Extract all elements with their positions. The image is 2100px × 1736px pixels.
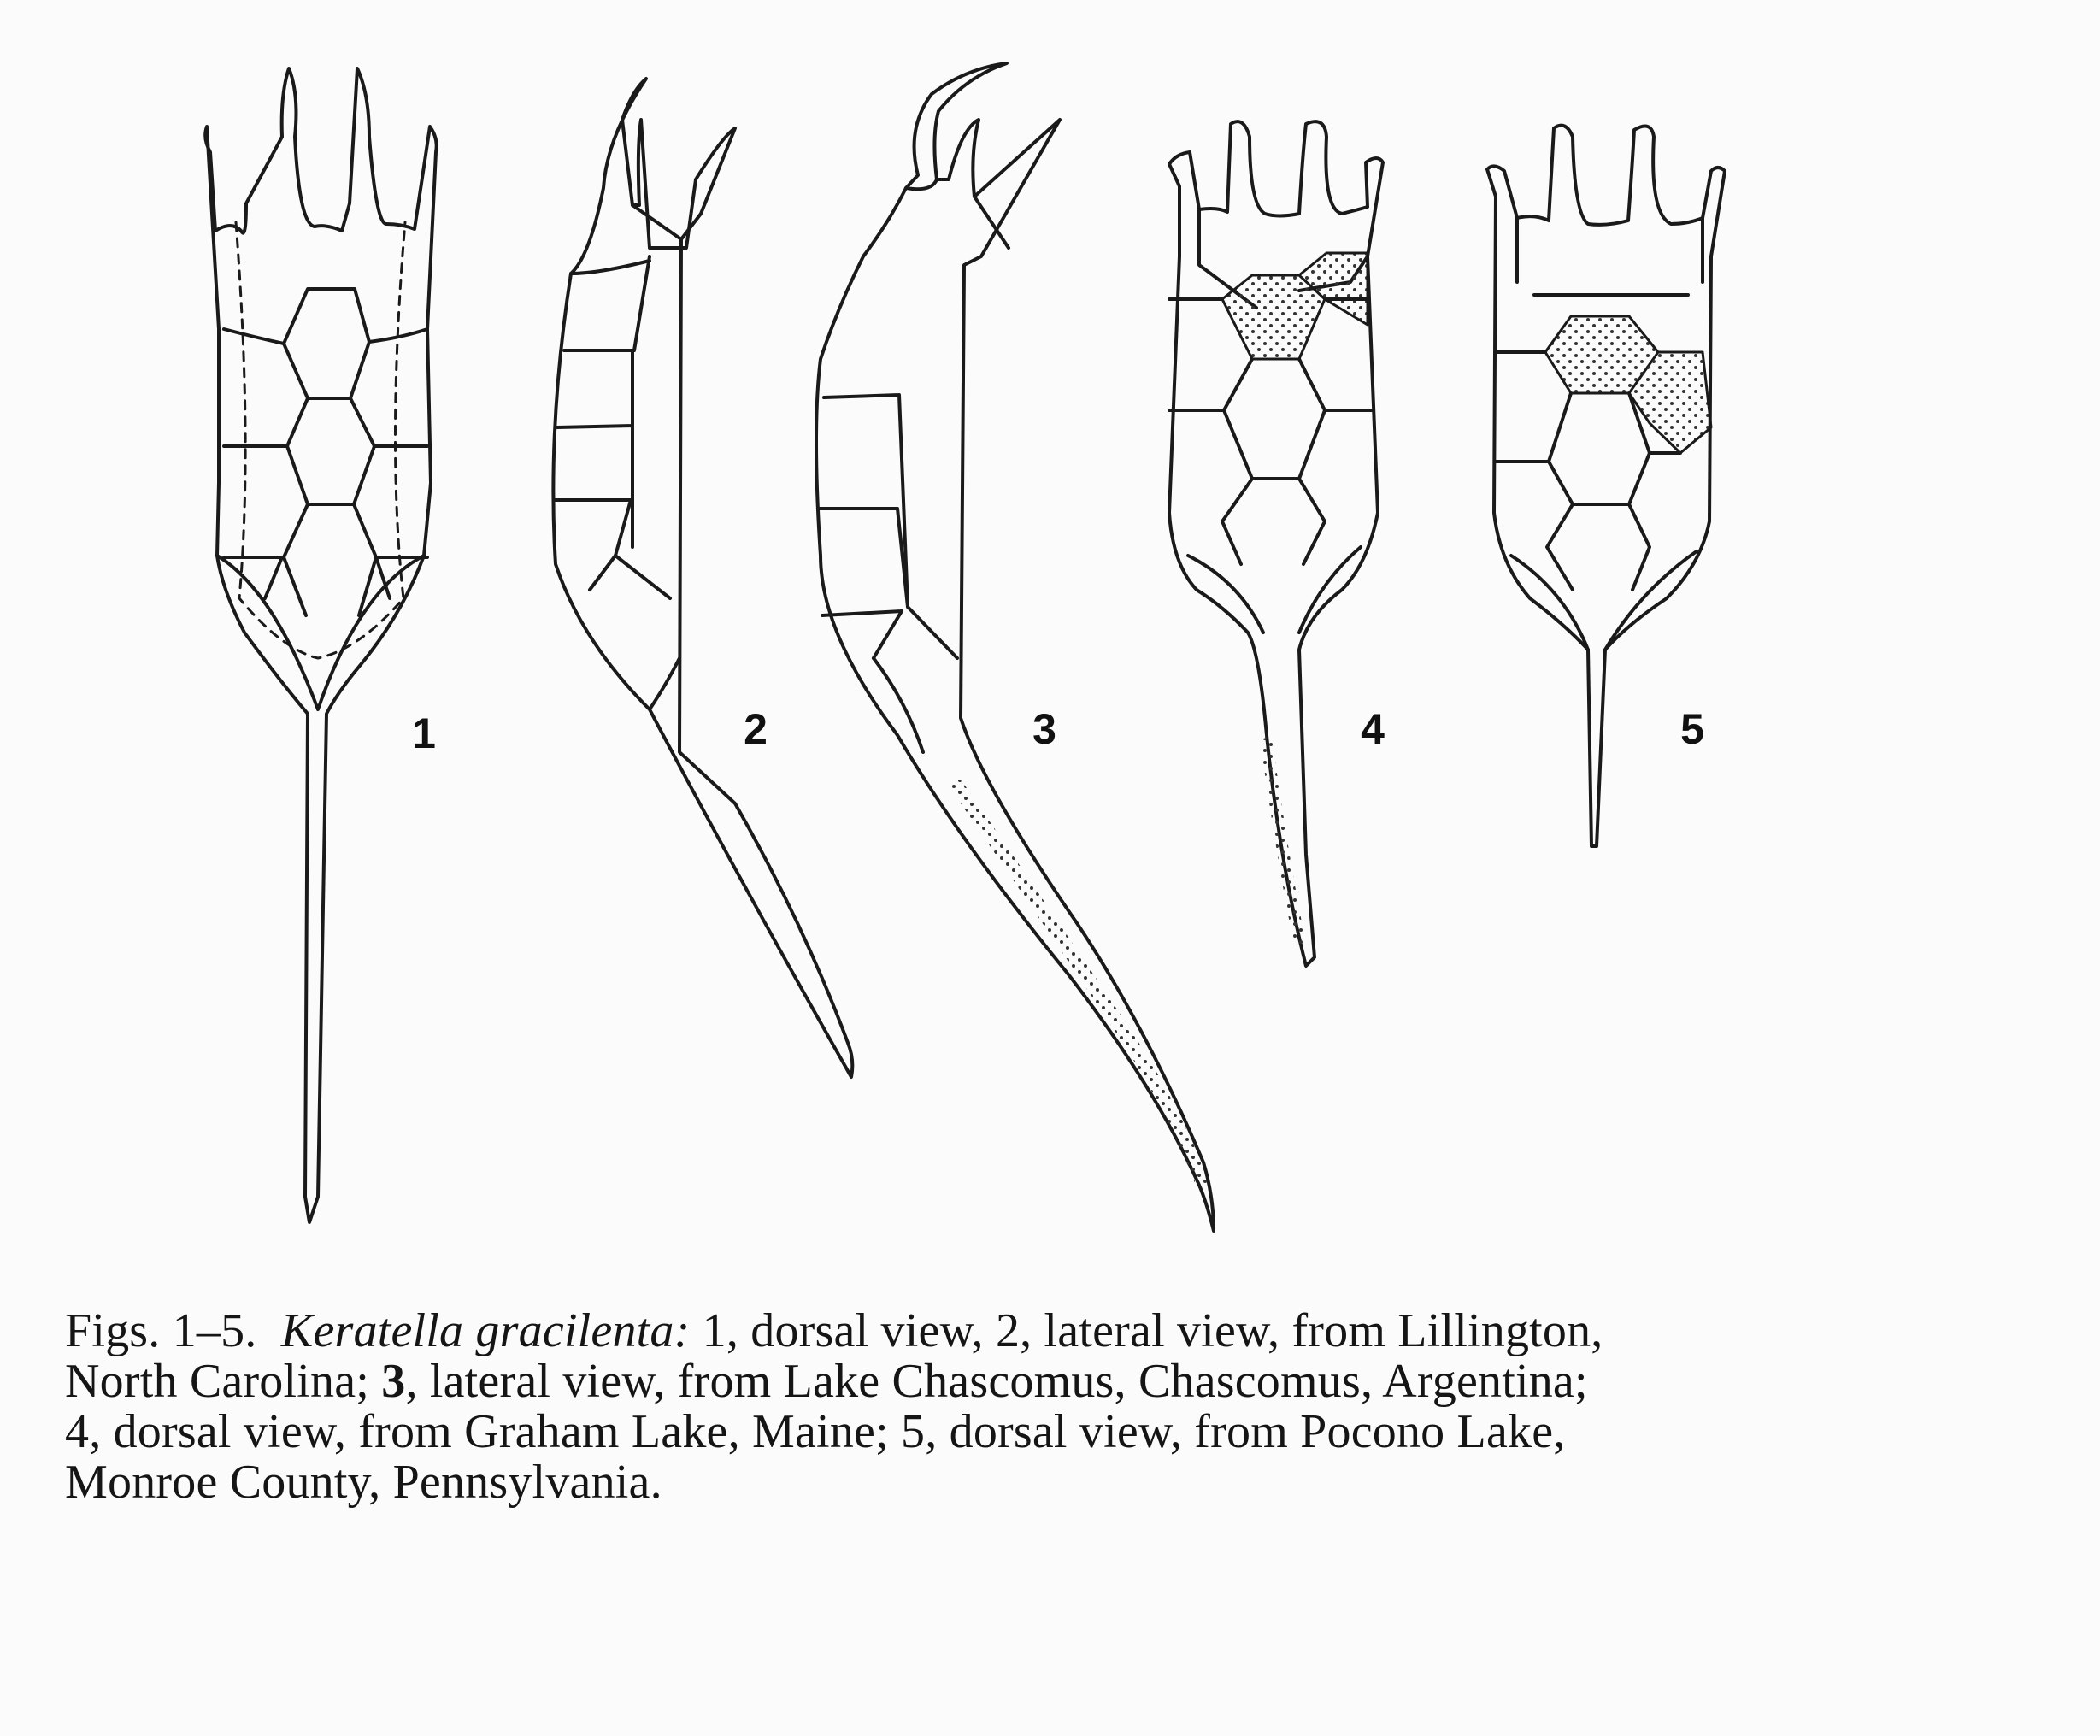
caption-species-name: Keratella gracilenta: xyxy=(280,1304,691,1357)
caption-line-1-text: 1, dorsal view, 2, lateral view, from Lillington, xyxy=(690,1304,1603,1357)
figure-2-number: 2 xyxy=(744,705,768,753)
caption-line-2-a: North Carolina; xyxy=(65,1355,382,1408)
figure-4-dorsal-view xyxy=(1169,121,1383,966)
figure-1-number: 1 xyxy=(412,709,436,757)
caption-line-2-b: , lateral view, from Lake Chascomus, Chascomus, Argentina; xyxy=(405,1355,1588,1408)
figure-5-number: 5 xyxy=(1680,705,1704,753)
caption-line-2 xyxy=(65,1356,2065,1407)
caption-line-4: Monroe County, Pennsylvania. xyxy=(65,1456,662,1509)
caption-figs-label: Figs. 1–5. xyxy=(65,1304,257,1357)
caption-line-2-bold: 3 xyxy=(381,1355,406,1408)
figure-2-lateral-view xyxy=(553,79,852,1077)
figure-1-dorsal-view xyxy=(205,68,436,1222)
figure-caption xyxy=(65,1306,2065,1508)
figure-3-number: 3 xyxy=(1032,705,1056,753)
caption-line-3: 4, dorsal view, from Graham Lake, Maine; 5, dorsal view, from Pocono Lake, xyxy=(65,1405,1566,1458)
caption-line-1 xyxy=(65,1306,2065,1356)
figure-4-number: 4 xyxy=(1361,705,1385,753)
figure-3-lateral-view xyxy=(816,63,1214,1231)
